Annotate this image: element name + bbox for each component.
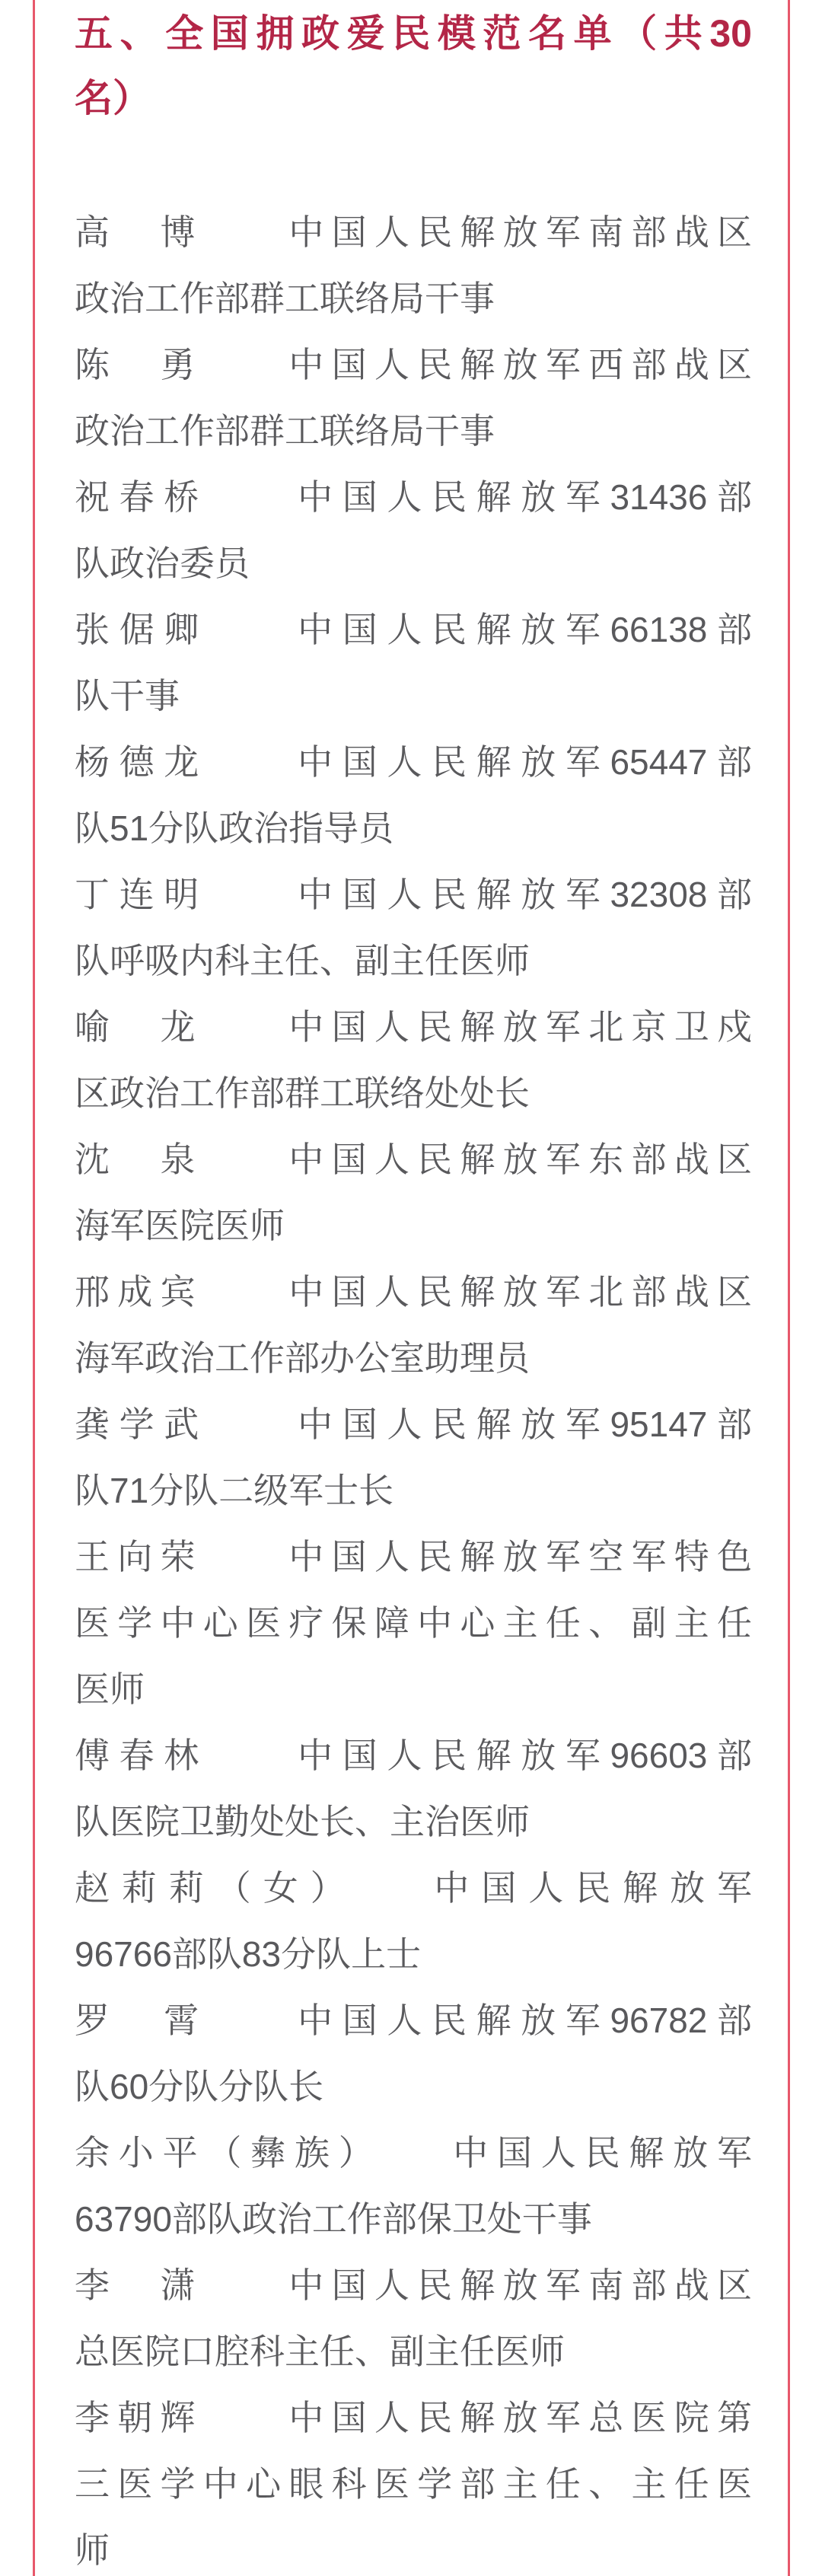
list-text-line: 邢成宾 中国人民解放军北部战区	[75, 1272, 752, 1312]
list-text-line: 海军医院医师	[75, 1206, 285, 1245]
list-text-line: 师	[75, 2530, 110, 2570]
list-text-line: 队政治委员	[75, 544, 250, 583]
list-text-line: 李 潇 中国人民解放军南部战区	[75, 2265, 752, 2305]
list-text-line: 三医学中心眼科医学部主任、主任医	[75, 2464, 752, 2504]
content-column	[75, 0, 752, 2576]
list-text-line: 队医院卫勤处处长、主治医师	[75, 1802, 530, 1841]
list-text-line: 政治工作部群工联络局干事	[75, 279, 495, 318]
section-title-line: 五、全国拥政爱民模范名单（共30	[75, 12, 752, 55]
list-text-line: 医学中心医疗保障中心主任、副主任	[75, 1603, 752, 1643]
list-text-line: 余小平（彝族） 中国人民解放军	[75, 2133, 752, 2173]
list-text-line: 张倨卿 中国人民解放军66138部	[75, 610, 752, 649]
list-text-line: 傅春林 中国人民解放军96603部	[75, 1736, 752, 1775]
list-text-line: 杨德龙 中国人民解放军65447部	[75, 742, 752, 782]
left-border-line	[33, 0, 35, 2576]
list-text-line: 队51分队政治指导员	[75, 808, 394, 848]
list-text-line: 祝春桥 中国人民解放军31436部	[75, 477, 752, 517]
list-text-line: 96766部队83分队上士	[75, 1934, 422, 1974]
list-text-line: 63790部队政治工作部保卫处干事	[75, 2199, 592, 2239]
list-text-line: 海军政治工作部办公室助理员	[75, 1338, 530, 1378]
list-text-line: 区政治工作部群工联络处处长	[75, 1073, 530, 1113]
list-text-line: 陈 勇 中国人民解放军西部战区	[75, 345, 752, 384]
list-text-line: 赵莉莉（女） 中国人民解放军	[75, 1868, 752, 1908]
list-text-line: 总医院口腔科主任、副主任医师	[75, 2332, 565, 2371]
list-text-line: 队干事	[75, 676, 180, 716]
list-text-line: 医师	[75, 1669, 145, 1709]
list-text-line: 队71分队二级军士长	[75, 1471, 394, 1510]
list-text-line: 高 博 中国人民解放军南部战区	[75, 212, 752, 252]
list-text-line: 队60分队分队长	[75, 2067, 324, 2106]
model-name-list	[75, 199, 752, 2576]
list-text-line: 丁连明 中国人民解放军32308部	[75, 875, 752, 914]
list-text-line: 队呼吸内科主任、副主任医师	[75, 941, 530, 980]
list-text-line: 喻 龙 中国人民解放军北京卫戍	[75, 1007, 752, 1047]
list-text-line: 沈 泉 中国人民解放军东部战区	[75, 1140, 752, 1179]
list-text-line: 龚学武 中国人民解放军95147部	[75, 1404, 752, 1444]
right-border-line	[788, 0, 790, 2576]
list-text-line: 罗 霄 中国人民解放军96782部	[75, 2001, 752, 2040]
section-title	[75, 0, 752, 131]
list-text-line: 王向荣 中国人民解放军空军特色	[75, 1537, 752, 1577]
section-title-line: 名）	[75, 77, 151, 120]
list-text-line: 政治工作部群工联络局干事	[75, 411, 495, 451]
list-text-line: 李朝辉 中国人民解放军总医院第	[75, 2398, 752, 2437]
